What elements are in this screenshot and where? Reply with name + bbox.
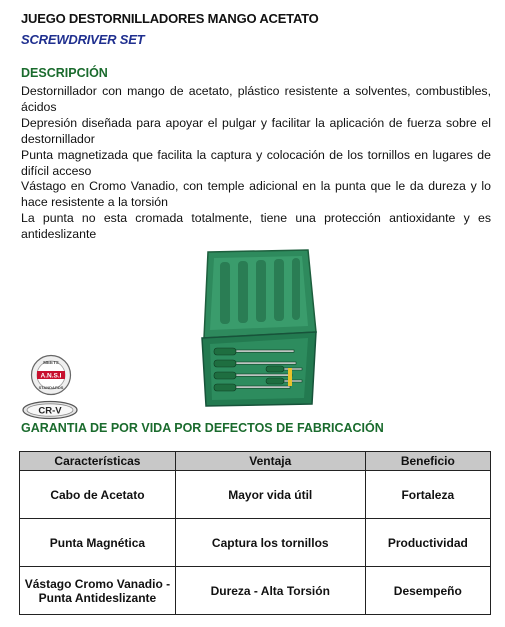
- page-subtitle: SCREWDRIVER SET: [21, 32, 145, 47]
- table-cell: Desempeño: [365, 567, 490, 615]
- description-paragraph: Punta magnetizada que facilita la captura y colocación de los tornillos en lugares de difícil acceso: [21, 147, 491, 178]
- table-cell: Vástago Cromo Vanadio - Punta Antideslizante: [20, 567, 176, 615]
- table-cell: Fortaleza: [365, 471, 490, 519]
- ansi-bottom-text: STANDARDS: [38, 385, 64, 390]
- crv-text: CR-V: [38, 405, 62, 417]
- column-header: Características: [20, 452, 176, 471]
- description-paragraph: Vástago en Cromo Vanadio, con temple adicional en la punta que le da dureza y lo hace resistente a la torsión: [21, 179, 491, 210]
- description-paragraph: Destornillador con mango de acetato, plástico resistente a solventes, combustibles, ácidos: [21, 84, 491, 114]
- ansi-top-text: MEETS: [43, 360, 59, 365]
- table-row: [20, 471, 491, 519]
- crv-badge-icon: [21, 400, 79, 420]
- screwdriver-set-image: [200, 248, 318, 408]
- description-body: [21, 84, 491, 243]
- table-cell: Captura los tornillos: [175, 519, 365, 567]
- table-row: [20, 519, 491, 567]
- description-paragraph: La punta no esta cromada totalmente, tiene una protección antioxidante y es antideslizante: [21, 211, 491, 242]
- features-table: [19, 451, 491, 615]
- ansi-badge-icon: [30, 354, 72, 396]
- table-row: [20, 567, 491, 615]
- description-paragraph: Depresión diseñada para apoyar el pulgar y facilitar la aplicación de fuerza sobre el destornillador: [21, 115, 491, 146]
- table-cell: Mayor vida útil: [175, 471, 365, 519]
- table-cell: Cabo de Acetato: [20, 471, 176, 519]
- table-header-row: [20, 452, 491, 471]
- ansi-text: A.N.S.I: [40, 372, 62, 380]
- table-cell: Productividad: [365, 519, 490, 567]
- table-cell: Punta Magnética: [20, 519, 176, 567]
- description-heading: DESCRIPCIÓN: [21, 66, 108, 80]
- warranty-heading: GARANTIA DE POR VIDA POR DEFECTOS DE FABRICACIÓN: [21, 421, 384, 435]
- table-cell: Dureza - Alta Torsión: [175, 567, 365, 615]
- page-title: JUEGO DESTORNILLADORES MANGO ACETATO: [21, 11, 319, 26]
- column-header: Ventaja: [175, 452, 365, 471]
- column-header: Beneficio: [365, 452, 490, 471]
